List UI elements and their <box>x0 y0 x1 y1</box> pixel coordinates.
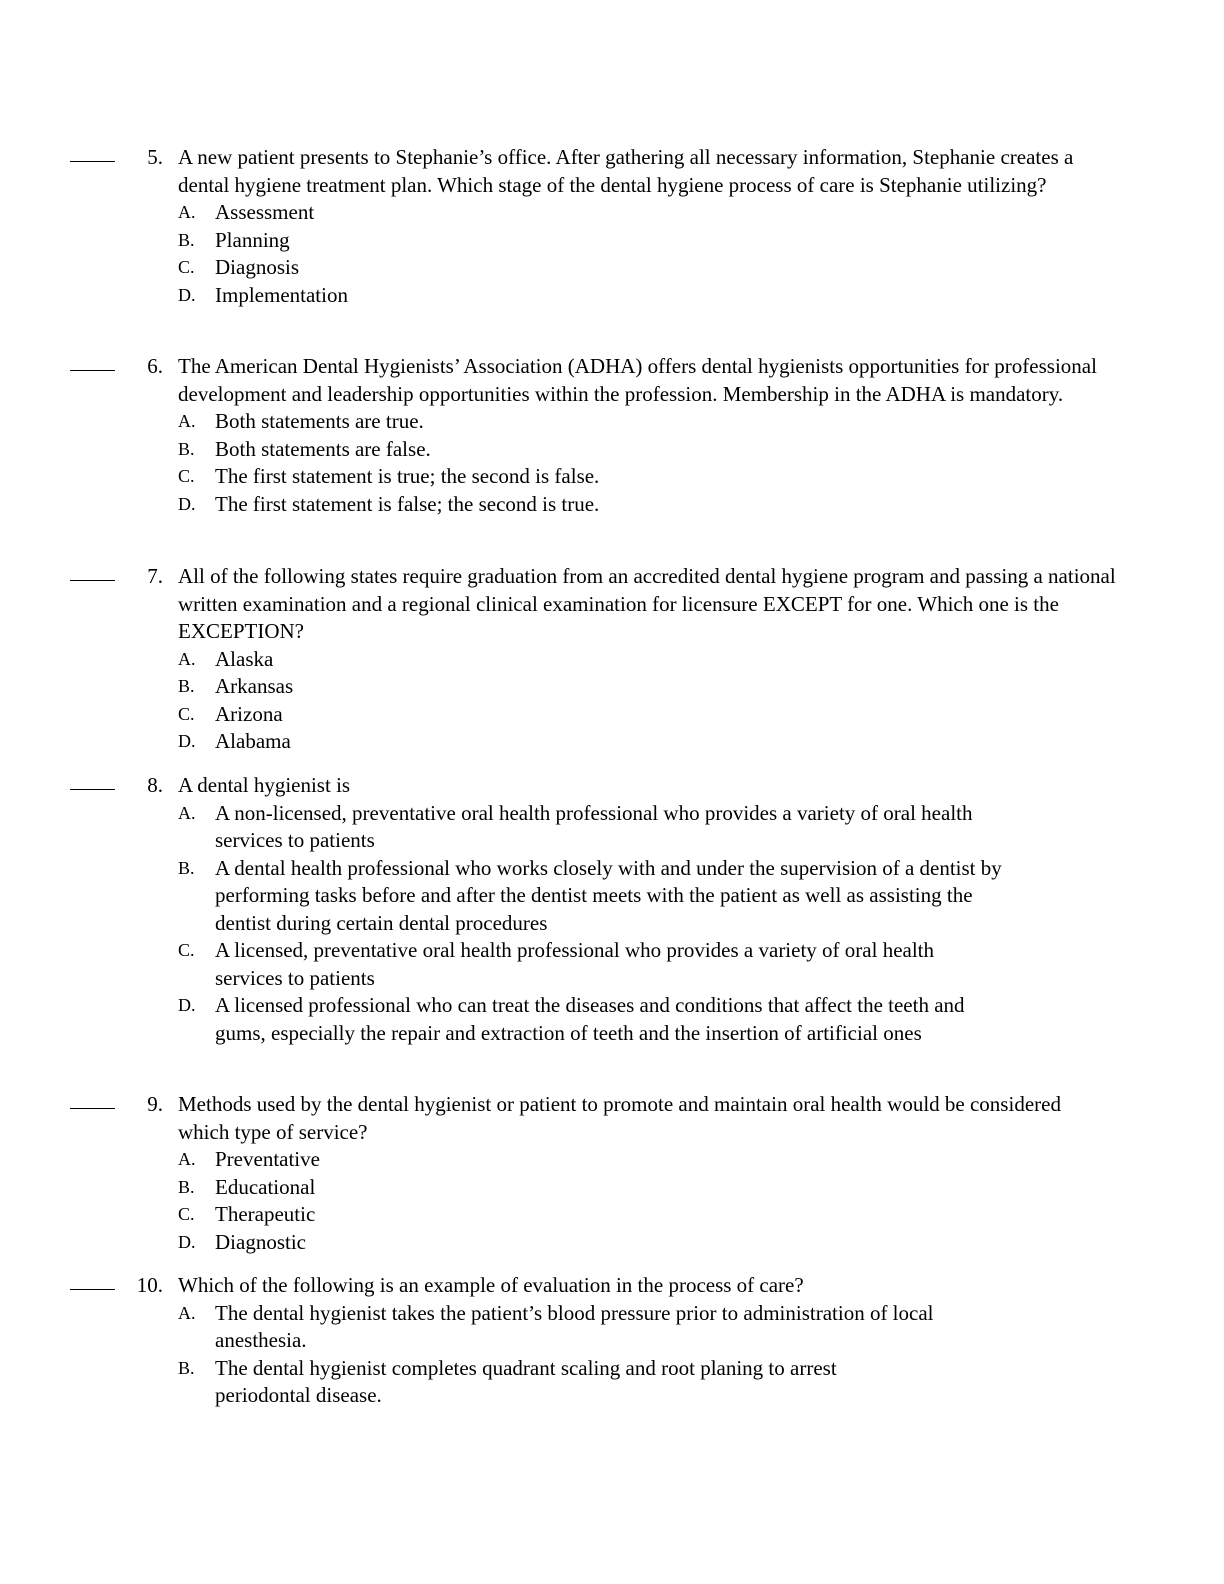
question-number: 10. <box>136 1273 163 1297</box>
option-text: Diagnosis <box>215 255 299 279</box>
option-letter: B. <box>178 1357 195 1378</box>
option-letter: C. <box>178 257 195 277</box>
question-number: 6. <box>147 354 163 378</box>
option-text: Alabama <box>215 729 291 753</box>
option-letter: D. <box>178 995 196 1015</box>
answer-blank[interactable] <box>70 1108 115 1109</box>
option-text: Assessment <box>215 200 315 224</box>
option-b <box>178 1174 1078 1202</box>
option-a <box>178 646 1153 674</box>
option-text: A licensed professional who can treat the diseases and conditions that affect the teeth and gums, especially the repair and extraction of teeth and the insertion of artificial ones <box>215 993 965 1045</box>
option-text: Therapeutic <box>215 1202 316 1226</box>
option-letter: C. <box>178 703 195 724</box>
option-a <box>178 408 1113 436</box>
option-a <box>178 1146 1078 1174</box>
question-stem: Methods used by the dental hygienist or patient to promote and maintain oral health would be considered which type of service? <box>178 1092 1061 1144</box>
answer-blank[interactable] <box>70 370 115 371</box>
option-text: A licensed, preventative oral health professional who provides a variety of oral health services to patients <box>215 938 935 990</box>
answer-blank[interactable] <box>70 580 115 581</box>
option-letter: B. <box>178 438 195 459</box>
option-letter: D. <box>178 1231 196 1252</box>
option-letter: C. <box>178 940 195 960</box>
question-number: 5. <box>147 145 163 169</box>
option-letter: D. <box>178 493 196 514</box>
option-letter: A. <box>178 411 196 431</box>
option-letter: D. <box>178 731 196 751</box>
option-text: Diagnostic <box>215 1229 306 1254</box>
option-a <box>178 1300 1018 1355</box>
option-c <box>178 254 1113 282</box>
option-text: Arizona <box>215 701 283 726</box>
option-d <box>178 282 1113 310</box>
option-d <box>178 992 1018 1047</box>
option-d <box>178 491 1113 519</box>
option-text: Alaska <box>215 646 274 671</box>
option-b <box>178 855 1018 938</box>
option-letter: A. <box>178 1302 196 1323</box>
option-text: The first statement is true; the second is false. <box>215 464 600 488</box>
option-c <box>178 1201 1078 1229</box>
option-letter: D. <box>178 284 196 305</box>
question-number: 7. <box>147 564 163 588</box>
option-b <box>178 436 1113 464</box>
option-letter: A. <box>178 1149 196 1169</box>
option-letter: A. <box>178 648 196 669</box>
option-text: Both statements are true. <box>215 409 424 433</box>
option-b <box>178 673 1153 701</box>
option-b <box>178 1355 1018 1410</box>
answer-blank[interactable] <box>70 1289 115 1290</box>
option-letter: B. <box>178 857 195 878</box>
question-stem: A new patient presents to Stephanie’s office. After gathering all necessary information, Stephanie creates a dental hygiene treatment plan. Which stage of the dental hygiene process of care is Stephanie utilizing? <box>178 145 1074 197</box>
option-d <box>178 728 1153 756</box>
question-stem: All of the following states require graduation from an accredited dental hygiene program and passing a national written examination and a regional clinical examination for licensure EXCEPT for one. Which one is the EXCEPTION? <box>178 564 1116 643</box>
option-letter: B. <box>178 676 195 696</box>
option-d <box>178 1229 1078 1257</box>
answer-blank[interactable] <box>70 789 115 790</box>
option-text: Planning <box>215 227 290 252</box>
option-a <box>178 800 1018 855</box>
option-text: Preventative <box>215 1147 320 1171</box>
option-letter: C. <box>178 466 195 486</box>
question-number: 9. <box>147 1092 163 1116</box>
option-letter: C. <box>178 1204 195 1224</box>
question-number: 8. <box>147 773 163 797</box>
option-c <box>178 701 1153 729</box>
option-letter: A. <box>178 202 196 222</box>
option-text: A non-licensed, preventative oral health professional who provides a variety of oral health services to patients <box>215 800 973 852</box>
option-c <box>178 463 1113 491</box>
option-text: The first statement is false; the second is true. <box>215 491 600 516</box>
option-a <box>178 199 1113 227</box>
option-text: The dental hygienist completes quadrant scaling and root planing to arrest periodontal disease. <box>215 1355 837 1407</box>
option-b <box>178 227 1113 255</box>
answer-blank[interactable] <box>70 161 115 162</box>
option-text: Educational <box>215 1174 316 1199</box>
option-letter: B. <box>178 229 195 250</box>
question-stem: A dental hygienist is <box>178 773 351 797</box>
question-stem: Which of the following is an example of evaluation in the process of care? <box>178 1273 804 1297</box>
option-text: Both statements are false. <box>215 436 431 461</box>
option-text: Implementation <box>215 282 348 307</box>
option-c <box>178 937 1018 992</box>
option-text: A dental health professional who works closely with and under the supervision of a dentist by performing tasks before and after the dentist meets with the patient as well as assisting the dentist during certain dental procedures <box>215 855 1002 935</box>
question-stem: The American Dental Hygienists’ Association (ADHA) offers dental hygienists opportunities for professional development and leadership opportunities within the profession. Membership in the ADHA is mandatory. <box>178 354 1097 406</box>
option-text: Arkansas <box>215 674 294 698</box>
option-text: The dental hygienist takes the patient’s blood pressure prior to administration of local anesthesia. <box>215 1300 934 1352</box>
option-letter: A. <box>178 802 196 823</box>
option-letter: B. <box>178 1176 195 1197</box>
